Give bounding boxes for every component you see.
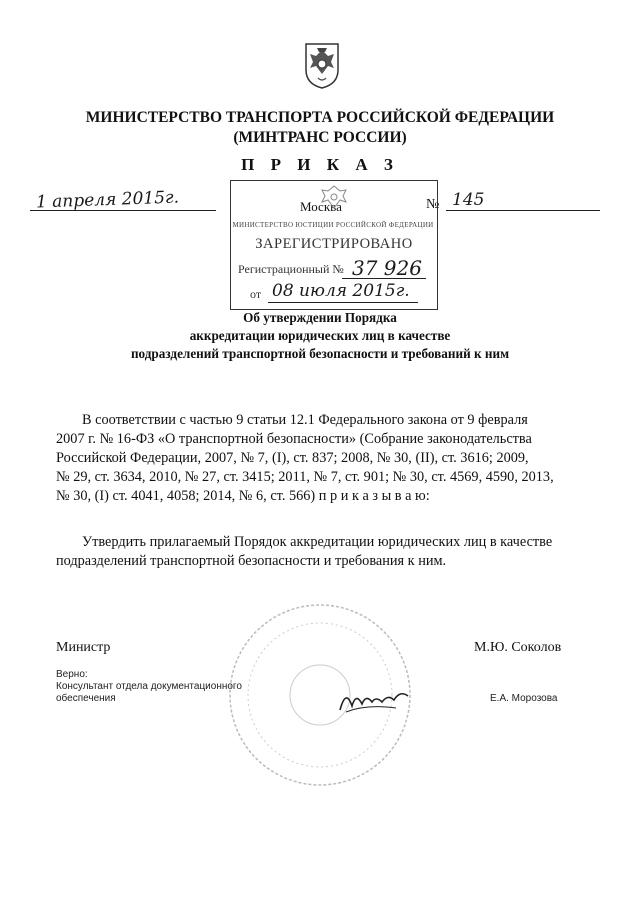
ministry-short-name: (МИНТРАНС РОССИИ) xyxy=(233,129,407,146)
paragraph-1-line5: № 30, (I) ст. 4041, 4058; 2014, № 6, ст. 566) п р и к а з ы в а ю: xyxy=(56,488,430,504)
order-number: 145 xyxy=(452,190,485,210)
paragraph-1-line2: 2007 г. № 16-ФЗ «О транспортной безопасности» (Собрание законодательства xyxy=(56,431,532,447)
stamp-date-underline xyxy=(268,302,418,303)
stamp-from-label: от xyxy=(250,287,262,301)
stamp-number-underline xyxy=(342,278,426,279)
number-underline xyxy=(446,210,600,211)
paragraph-1-line3: Российской Федерации, 2007, № 7, (I), ст. 837; 2008, № 30, (II), ст. 3616; 2009, xyxy=(56,450,529,466)
paragraph-2-line2: подразделений транспортной безопасности и требования к ним. xyxy=(56,553,447,569)
order-title: П Р И К А З xyxy=(241,155,399,174)
signatory-name: М.Ю. Соколов xyxy=(474,640,562,655)
consultant-title-line1: Консультант отдела документационного xyxy=(56,681,242,692)
date-underline xyxy=(30,210,216,211)
paragraph-1-line4: № 29, ст. 3634, 2010, № 27, ст. 3415; 2011, № 7, ст. 901; № 30, ст. 4569, 4590, 2013, xyxy=(56,469,554,485)
city: Москва xyxy=(300,199,342,214)
number-label: № xyxy=(426,197,440,212)
stamp-ministry-line: МИНИСТЕРСТВО ЮСТИЦИИ РОССИЙСКОЙ ФЕДЕРАЦИИ xyxy=(232,221,434,229)
handwritten-signature xyxy=(336,682,414,718)
consultant-name: Е.А. Морозова xyxy=(490,693,558,704)
stamp-reg-number: 37 926 xyxy=(352,256,422,280)
stamp-reg-date: 08 июля 2015г. xyxy=(272,281,410,301)
order-date: 1 апреля 2015г. xyxy=(35,187,180,213)
stamp-registered: ЗАРЕГИСТРИРОВАНО xyxy=(255,236,413,252)
paragraph-2-line1: Утвердить прилагаемый Порядок аккредитации юридических лиц в качестве xyxy=(82,534,553,550)
verified-label: Верно: xyxy=(56,669,88,680)
document-heading-line2: аккредитации юридических лиц в качестве xyxy=(189,328,451,343)
paragraph-1-line1: В соответствии с частью 9 статьи 12.1 Федерального закона от 9 февраля xyxy=(82,412,528,428)
ministry-name: МИНИСТЕРСТВО ТРАНСПОРТА РОССИЙСКОЙ ФЕДЕРАЦИИ xyxy=(85,109,555,126)
stamp-reg-number-label: Регистрационный № xyxy=(238,262,344,276)
stamp-emblem-icon xyxy=(316,182,352,212)
consultant-title-line2: обеспечения xyxy=(56,693,116,704)
signatory-position: Министр xyxy=(56,640,111,655)
coat-of-arms-emblem xyxy=(302,40,342,90)
document-heading-line1: Об утверждении Порядка xyxy=(243,310,397,325)
document-heading-line3: подразделений транспортной безопасности и требований к ним xyxy=(130,346,510,361)
